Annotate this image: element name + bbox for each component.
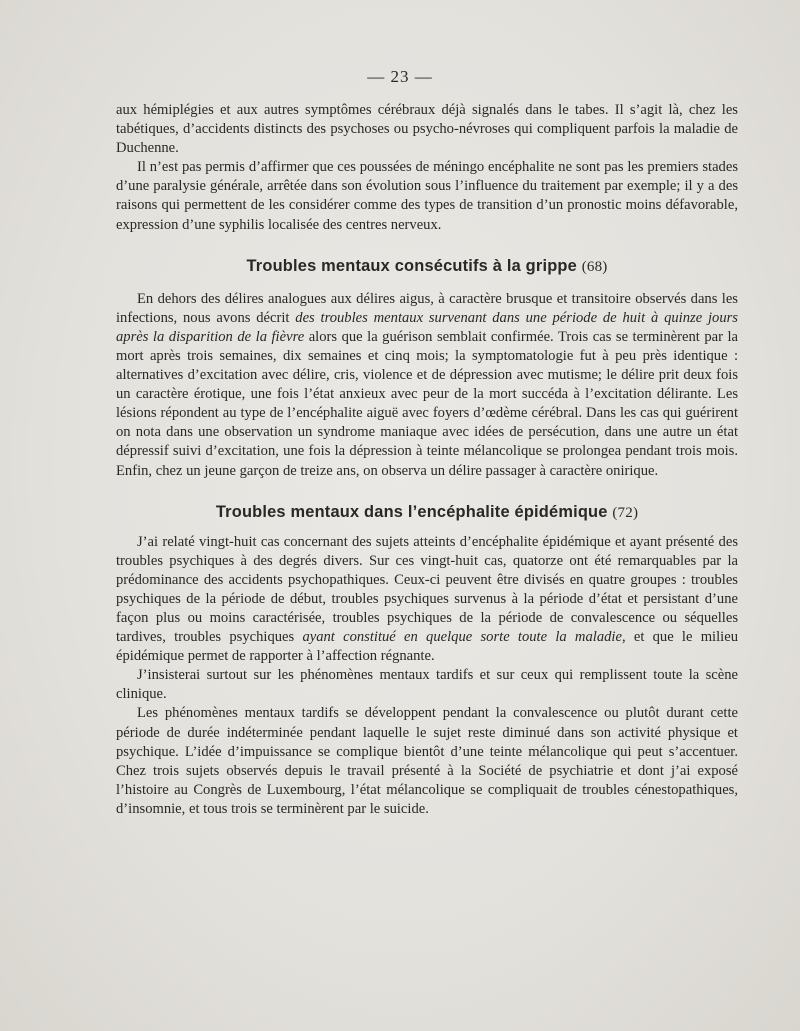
grippe-paragraph-1 [116, 290, 738, 481]
section-heading-grippe [116, 257, 738, 276]
section-title-grippe: Troubles mentaux consécutifs à la grippe [246, 256, 577, 275]
intro-paragraph-2: Il n’est pas permis d’affirmer que ces poussées de méningo encéphalite ne sont pas les premiers stades d’une paralysie générale, arrêtée dans son évolution sous l’influence du traitement par exemple; il y a des raisons qui permettent de les considérer comme des types de transition d’un pronostic moins défavorable, expression d’une syphilis localisée des centres nerveux. [116, 159, 738, 233]
section-ref-grippe: (68) [581, 258, 608, 275]
epidemique-text-a: J’ai relaté vingt-huit cas concernant des sujets atteints d’encéphalite épidémique et ayant présenté des troubles psychiques à des degrés divers. Sur ces vingt-huit cas, quatorze ont été remarquables par la prédominance des accidents psychopathiques. Ceux-ci peuvent être divisés en quatre groupes : troubles psychiques de la période de début, troubles psychiques survenus à la période d’état et persistant d’une façon plus ou moins caractérisée, troubles psychiques de la période de convalescence ou séquelles tardives, troubles psychiques [116, 533, 738, 646]
section-heading-epidemique [116, 503, 738, 522]
epidemique-paragraph-3: Les phénomènes mentaux tardifs se développent pendant la convalescence ou plutôt durant cette période de durée indéterminée pendant laquelle le sujet reste diminué dans son activité physique et psychique. L’idée d’impuissance se complique bientôt d’une teinte mélancolique qui peut s’accentuer. Chez trois sujets observés depuis le travail présenté à la Société de psychiatrie et dont j’ai exposé l’histoire au Congrès de Luxembourg, l’état mélancolique se compliquait de troubles cénestopathiques, d’insomnie, et tous trois se terminèrent par le suicide. [116, 705, 738, 817]
section-title-epidemique: Troubles mentaux dans l’encéphalite épidémique [215, 502, 608, 521]
intro-paragraph-1: aux hémiplégies et aux autres symptômes cérébraux déjà signalés dans le tabes. Il s’agit là, chez les tabétiques, d’accidents distincts des psychoses ou psycho-névroses qui compliquent parfois la maladie de Duchenne. [116, 102, 738, 157]
page-number: — 23 — [367, 67, 433, 86]
section-ref-epidemique: (72) [612, 504, 639, 521]
page-body [116, 101, 738, 819]
epidemique-paragraph-2: J’insisterai surtout sur les phénomènes mentaux tardifs et sur ceux qui remplissent toute la scène clinique. [116, 667, 738, 703]
epidemique-text-b: , et que le milieu épidémique permet de rapporter à l’affection régnante. [116, 629, 738, 665]
epidemique-paragraph-1 [116, 533, 738, 667]
grippe-text-italic: des troubles mentaux survenant dans une période de huit à quinze jours après la disparition de la fièvre [116, 309, 738, 345]
grippe-text-b: alors que la guérison semblait confirmée. Trois cas se terminèrent par la mort après trois semaines, dix semaines et cinq mois; la symptomatologie fut à peu près identique : alternatives d’excitation avec délire, cris, violence et de dépression avec mutisme; le délire prit deux fois un caractère érotique, une fois l’état anxieux avec peur de la mort succéda à l’excitation délirante. Les lésions répondent au type de l’encéphalite aiguë avec foyers d’œdème cérébral. Dans les cas qui guérirent on nota dans une observation un syndrome maniaque avec idées de persécution, dans une autre un état dépressif suivi d’excitation, une fois la dépression à teinte mélancolique se prolongea pendant trois mois. Enfin, chez un jeune garçon de treize ans, on observa un délire passager à caractère onirique. [116, 328, 738, 479]
epidemique-text-italic: ayant constitué en quelque sorte toute la maladie [302, 629, 622, 646]
grippe-text-a: En dehors des délires analogues aux délires aigus, à caractère brusque et transitoire observés dans les infections, nous avons décrit [116, 290, 738, 326]
